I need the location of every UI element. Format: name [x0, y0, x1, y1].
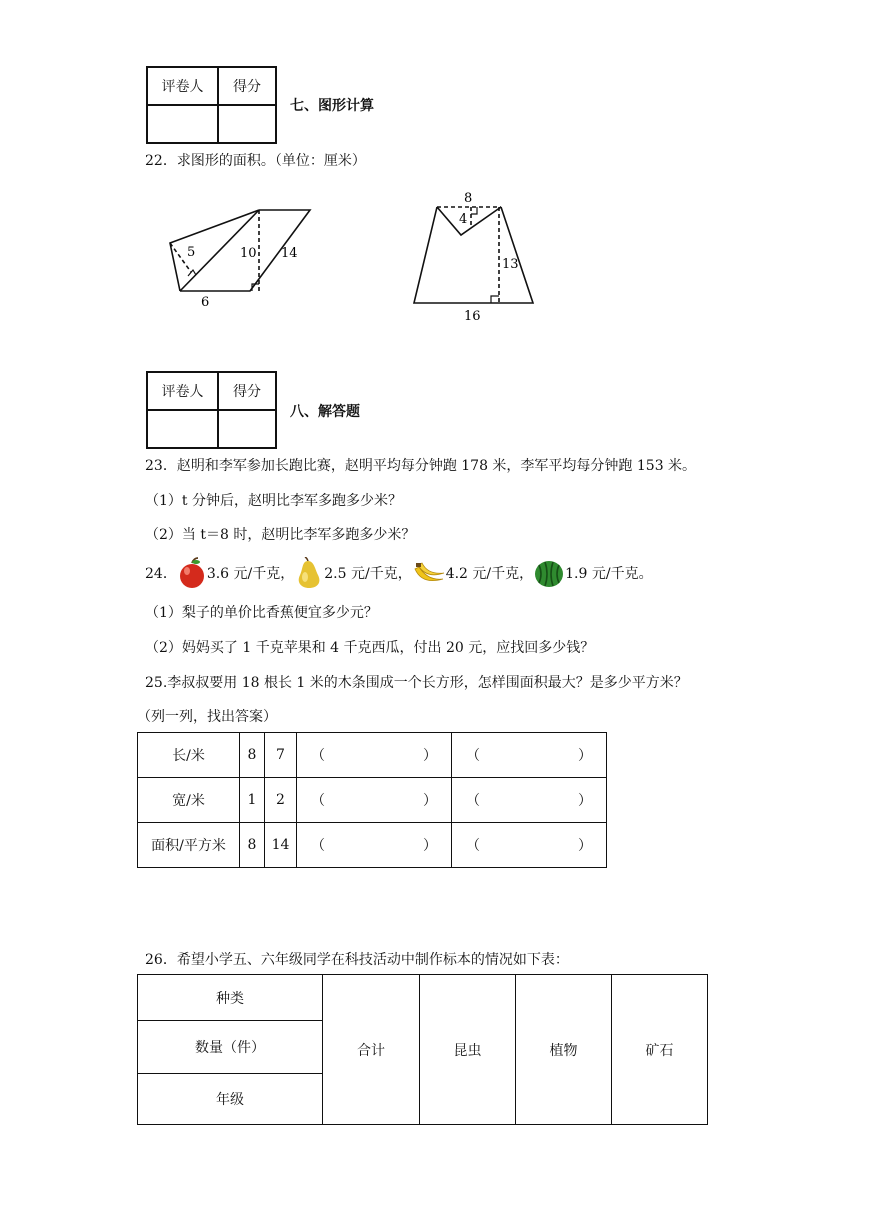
answer-blank[interactable]: （ ） — [297, 733, 452, 778]
question-23-part-1: （1）t 分钟后，赵明比李军多跑多少米？ — [145, 493, 402, 509]
figure-trapezoid — [405, 188, 545, 324]
label-6: 6 — [201, 295, 210, 310]
banana-price: 4.2 元/千克， — [445, 566, 534, 582]
grading-box-sec7 — [146, 66, 277, 144]
label-4: 4 — [459, 212, 468, 227]
score-cell[interactable] — [218, 105, 276, 143]
header-grade: 年级 — [138, 1074, 323, 1125]
label-16: 16 — [464, 309, 481, 324]
question-25-note: （列一列，找出答案） — [137, 709, 277, 725]
table-26 — [137, 974, 708, 1125]
question-26: 26．希望小学五、六年级同学在科技活动中制作标本的情况如下表： — [145, 952, 569, 968]
label-14: 14 — [281, 246, 298, 261]
col-total: 合计 — [323, 975, 420, 1125]
header-kind: 种类 — [138, 975, 323, 1021]
row-label: 面积/平方米 — [138, 823, 240, 868]
table-row — [138, 733, 607, 778]
question-25: 25.李叔叔要用 18 根长 1 米的木条围成一个长方形，怎样围面积最大？是多少平方米？ — [145, 675, 688, 691]
row-label: 长/米 — [138, 733, 240, 778]
section-title-8: 八、解答题 — [290, 404, 360, 420]
label-13: 13 — [502, 257, 519, 272]
watermelon-price: 1.9 元/千克。 — [565, 566, 653, 582]
apple-price: 3.6 元/千克， — [206, 566, 295, 582]
question-24-part-1: （1）梨子的单价比香蕉便宜多少元？ — [145, 605, 378, 621]
grader-cell[interactable] — [147, 105, 218, 143]
label-8: 8 — [464, 191, 473, 206]
question-24-number: 24． — [145, 566, 177, 582]
answer-blank[interactable]: （ ） — [452, 733, 607, 778]
score-label: 得分 — [218, 372, 276, 410]
figure-parallelogram — [160, 200, 330, 310]
label-5: 5 — [187, 245, 196, 260]
cell-value: 8 — [240, 733, 265, 778]
question-23-part-2: （2）当 t＝8 时，赵明比李军多跑多少米？ — [145, 527, 416, 543]
grader-cell[interactable] — [147, 410, 218, 448]
grader-label: 评卷人 — [147, 372, 218, 410]
apple-icon — [177, 557, 207, 589]
cell-value: 2 — [265, 778, 297, 823]
question-24-part-2: （2）妈妈买了 1 千克苹果和 4 千克西瓜，付出 20 元，应找回多少钱？ — [145, 640, 595, 656]
cell-value: 1 — [240, 778, 265, 823]
watermelon-icon — [533, 557, 565, 589]
table-row — [138, 778, 607, 823]
col-insect: 昆虫 — [420, 975, 516, 1125]
cell-value: 14 — [265, 823, 297, 868]
grading-box-sec8 — [146, 371, 277, 449]
header-quantity: 数量（件） — [138, 1021, 323, 1074]
col-plant: 植物 — [516, 975, 612, 1125]
table-row — [138, 823, 607, 868]
cell-value: 8 — [240, 823, 265, 868]
score-cell[interactable] — [218, 410, 276, 448]
cell-value: 7 — [265, 733, 297, 778]
col-mineral: 矿石 — [612, 975, 708, 1125]
question-23: 23．赵明和李军参加长跑比赛，赵明平均每分钟跑 178 米，李军平均每分钟跑 153 米。 — [145, 458, 697, 474]
pear-price: 2.5 元/千克， — [324, 566, 412, 582]
row-label: 宽/米 — [138, 778, 240, 823]
banana-icon — [412, 557, 446, 589]
answer-blank[interactable]: （ ） — [297, 823, 452, 868]
grader-label: 评卷人 — [147, 67, 218, 105]
label-10: 10 — [240, 246, 257, 261]
answer-blank[interactable]: （ ） — [452, 823, 607, 868]
answer-blank[interactable]: （ ） — [452, 778, 607, 823]
score-label: 得分 — [218, 67, 276, 105]
question-22: 22．求图形的面积。（单位：厘米） — [145, 153, 366, 169]
answer-blank[interactable]: （ ） — [297, 778, 452, 823]
table-25 — [137, 732, 607, 868]
pear-icon — [294, 557, 324, 589]
question-24 — [145, 556, 653, 590]
section-title-7: 七、图形计算 — [290, 98, 374, 114]
